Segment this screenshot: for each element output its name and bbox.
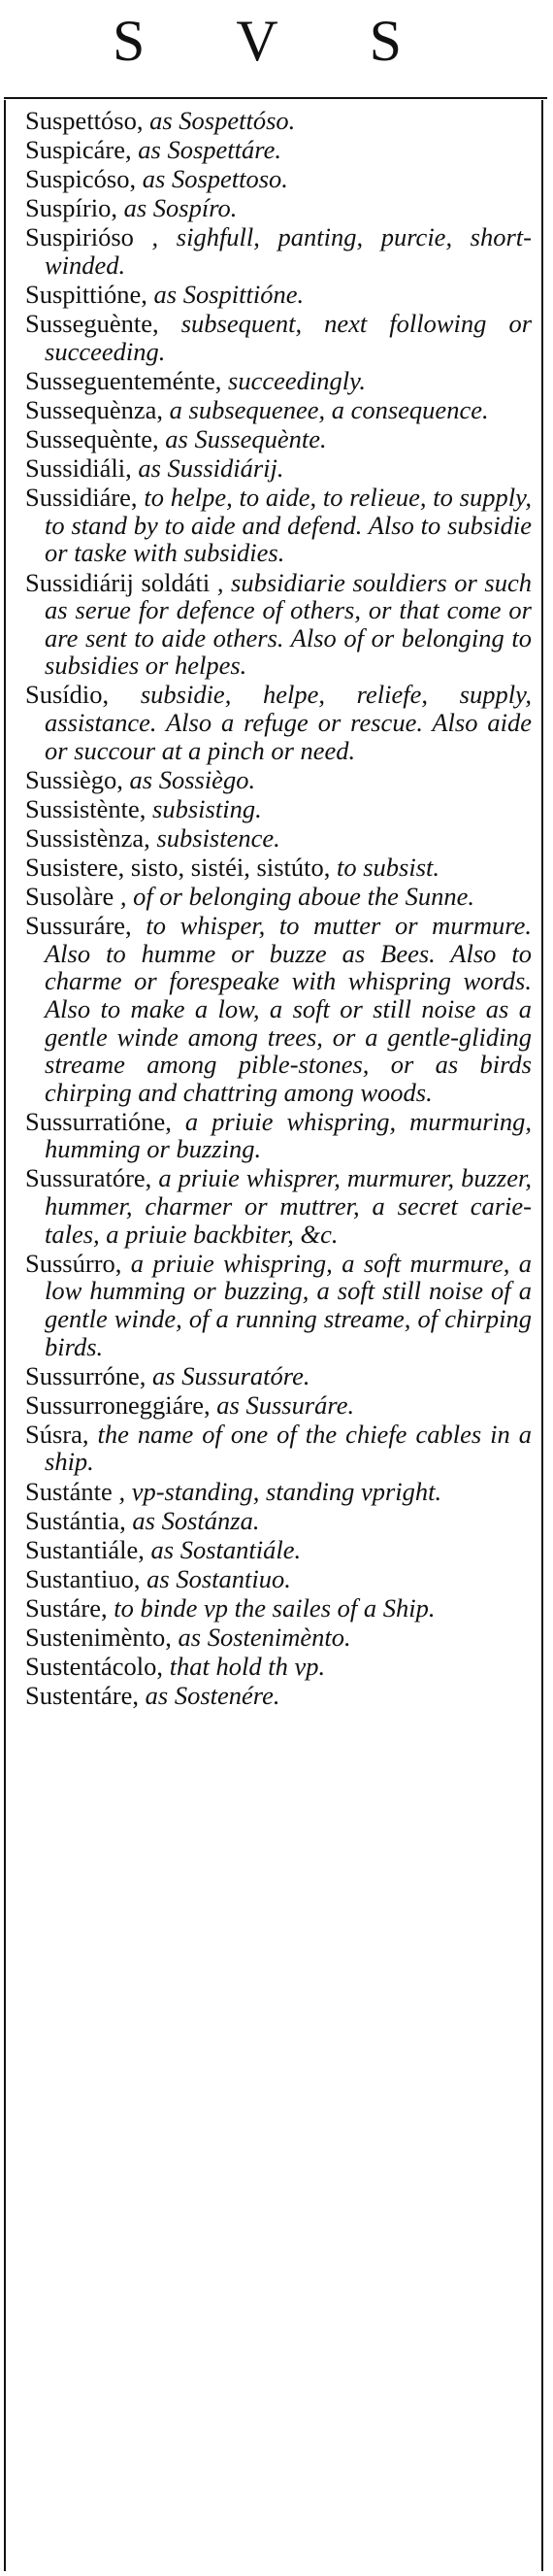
entry-definition: as Sostánza.: [132, 1505, 260, 1535]
entry-definition: to whisper, to mutter or murmure. Also to humme or buzze as Bees. Also to charme or forespeake with whispring words. Also to make a low, a soft or still noise as a gentle winde among trees, or a gentle-gliding streame among pible-stones, or as birds chirping and chattring among woods.: [45, 911, 532, 1107]
dictionary-entry: [25, 281, 532, 309]
entry-headword: Sussurróne,: [25, 1360, 146, 1390]
dictionary-entry: [25, 1653, 532, 1681]
dictionary-entry: [25, 1594, 532, 1623]
entry-headword: Sustantiuo,: [25, 1563, 141, 1593]
dictionary-entry: [25, 367, 532, 395]
entry-headword: Sussequènte,: [25, 424, 159, 454]
entry-definition: a priuie whisprer, murmurer, buzzer, hummer, charmer or muttrer, a secret carie-tales, a priuie backbiter, &c.: [45, 1163, 532, 1249]
dictionary-entry: [25, 136, 532, 164]
dictionary-entry: [25, 766, 532, 794]
entry-headword: Sustentácolo,: [25, 1652, 164, 1682]
dictionary-entry: [25, 1565, 532, 1593]
entry-definition: a priuie whispring, murmuring, humming or buzzing.: [45, 1106, 533, 1164]
entry-definition: as Sospittióne.: [153, 280, 305, 310]
dictionary-entry: [25, 912, 532, 1106]
entry-headword: Suspirióso: [25, 222, 134, 252]
entry-headword: Suspicáre,: [25, 135, 132, 165]
dictionary-entry: [25, 1623, 532, 1652]
entry-headword: Sussistènza,: [25, 822, 150, 853]
dictionary-entry: [25, 853, 532, 882]
entry-definition: , sighfull, panting, purcie, short-winded.: [45, 222, 532, 280]
header-rule: [4, 97, 547, 99]
dictionary-entry: [25, 681, 532, 764]
entry-definition: as Sussidiárij.: [138, 453, 284, 484]
entry-headword: Sustantiále,: [25, 1534, 145, 1564]
entry-definition: to binde vp the sailes of a Ship.: [114, 1592, 436, 1623]
entry-definition: as Sostenére.: [145, 1681, 280, 1711]
dictionary-entry: [25, 223, 532, 279]
entry-headword: Susseguenteménte,: [25, 365, 222, 395]
entry-definition: to subsist.: [336, 852, 440, 882]
entry-definition: to helpe, to aide, to relieue, to supply, to stand by to aide and defend. Also to subsidie or taske with subsidies.: [45, 483, 533, 568]
entry-definition: as Sossiègo.: [129, 764, 256, 794]
entry-headword: Sussidiáre,: [25, 483, 138, 513]
entry-definition: as Sostantiále.: [150, 1534, 302, 1564]
dictionary-entry: [25, 1682, 532, 1710]
dictionary-entry: [25, 883, 532, 911]
dictionary-entry: [25, 107, 532, 135]
entry-definition: as Sospettáre.: [138, 135, 281, 165]
entry-headword: Sussequènza,: [25, 394, 164, 424]
entry-headword: Sussuráre,: [25, 911, 132, 941]
entry-headword: Súsra,: [25, 1419, 89, 1449]
page-header: [0, 0, 553, 97]
entry-definition: the name of one of the chiefe cables in a ship.: [45, 1419, 533, 1477]
entry-definition: as Sospettoso.: [142, 164, 288, 194]
entry-definition: a subsequenee, a consequence.: [169, 394, 489, 424]
dictionary-entry: [25, 795, 532, 823]
dictionary-entry: [25, 425, 532, 453]
dictionary-entry: [25, 824, 532, 853]
entry-headword: Sustántia,: [25, 1505, 126, 1535]
dictionary-entry: [25, 194, 532, 222]
entry-headword: Sustenimènto,: [25, 1622, 172, 1652]
entry-definition: as Sussuráre.: [216, 1389, 355, 1420]
dictionary-entry: [25, 484, 532, 567]
entry-definition: a priuie whispring, a soft murmure, a low humming or buzzing, a soft still noise of a gentle winde, of a running streame, of chirping birds.: [45, 1248, 533, 1361]
entry-definition: subsisting.: [152, 793, 262, 823]
entry-headword: Sussuratóre,: [25, 1163, 152, 1193]
entry-definition: as Sostantiuo.: [146, 1563, 291, 1593]
dictionary-entry: [25, 1108, 532, 1163]
dictionary-entry: [25, 1478, 532, 1506]
entry-headword: Susídio,: [25, 680, 110, 710]
entry-definition: as Sussequènte.: [165, 424, 327, 454]
entry-definition: as Sospettóso.: [149, 106, 296, 135]
dictionary-entry: [25, 1421, 532, 1476]
entry-definition: succeedingly.: [228, 365, 367, 395]
entry-headword: Sussurratióne,: [25, 1106, 172, 1136]
entry-headword: Sussiègo,: [25, 764, 123, 794]
dictionary-entry: [25, 1391, 532, 1420]
entry-headword: Suspírio,: [25, 193, 117, 223]
dictionary-entry: [25, 1362, 532, 1390]
entry-list: [25, 107, 532, 1711]
entry-headword: Suspittióne,: [25, 280, 147, 310]
entry-definition: , of or belonging aboue the Sunne.: [119, 882, 474, 912]
entry-headword: Sustáre,: [25, 1592, 108, 1623]
entry-definition: subsequent, next following or succeeding.: [45, 309, 533, 366]
dictionary-entry: [25, 1250, 532, 1360]
entry-definition: subsistence.: [156, 822, 280, 853]
entry-headword: Sustentáre,: [25, 1681, 140, 1711]
dictionary-entry: [25, 454, 532, 483]
entry-headword: Susolàre: [25, 882, 114, 912]
entry-definition: that hold th vp.: [169, 1652, 326, 1682]
entry-definition: as Sostenimènto.: [178, 1622, 351, 1652]
entry-definition: as Sussuratóre.: [152, 1360, 310, 1390]
entry-headword: Suspicóso,: [25, 164, 137, 194]
entry-definition: subsidie, helpe, reliefe, supply, assistance. Also a refuge or rescue. Also aide or succour at a pinch or need.: [45, 680, 532, 765]
entry-headword: Susistere, sisto, sistéi, sistúto,: [25, 852, 331, 882]
entry-definition: , vp-standing, standing vpright.: [118, 1476, 442, 1506]
entry-headword: Sussistènte,: [25, 793, 146, 823]
entry-headword: Sussúrro,: [25, 1248, 122, 1278]
dictionary-entry: [25, 396, 532, 424]
dictionary-entry: [25, 569, 532, 680]
dictionary-entry: [25, 1164, 532, 1248]
entry-headword: Sussidiárij soldáti: [25, 567, 211, 597]
dictionary-entry: [25, 1536, 532, 1564]
dictionary-entry: [25, 310, 532, 365]
entry-headword: Sussidiáli,: [25, 453, 132, 484]
running-head: S V S: [113, 9, 440, 73]
dictionary-entry: [25, 165, 532, 193]
entry-headword: Sussurroneggiáre,: [25, 1389, 211, 1420]
dictionary-entry: [25, 1507, 532, 1535]
entry-definition: as Sospíro.: [123, 193, 238, 223]
entry-headword: Suspettóso,: [25, 106, 144, 135]
entry-headword: Susseguènte,: [25, 309, 159, 339]
entry-definition: , subsidiarie souldiers or such as serue for defence of others, or that come or are sent to aide others. Also of or belonging to subsidies or helpes.: [45, 567, 532, 681]
entry-headword: Sustánte: [25, 1476, 113, 1506]
